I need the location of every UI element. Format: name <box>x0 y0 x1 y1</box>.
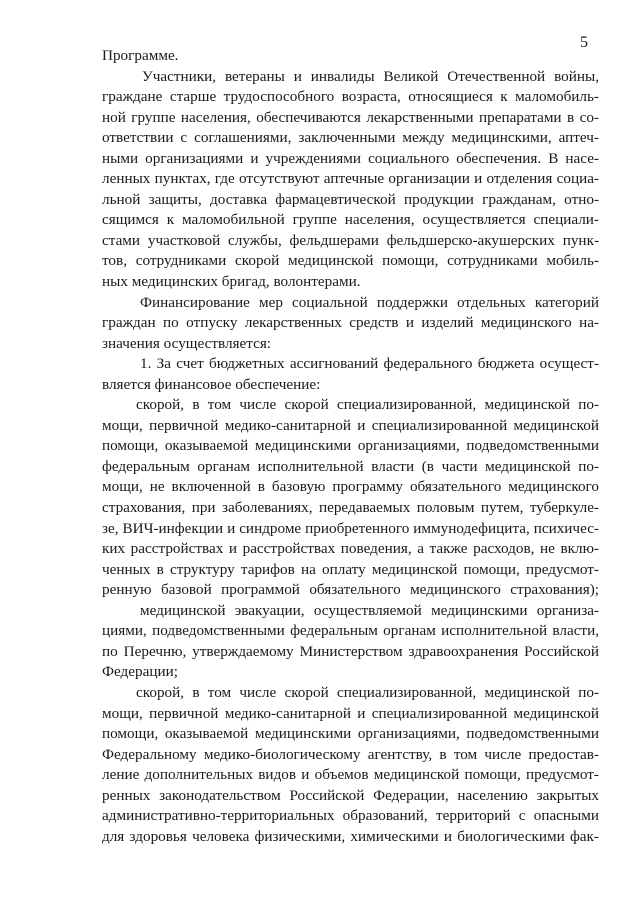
text-line: Участники, ветераны и инвалиды Великой Отечественной войны, <box>142 67 599 85</box>
text-line: по Перечню, утверждаемому Министерством здравоохранения Российской <box>102 642 599 660</box>
text-line: ной группе населения, обеспечиваются лекарственными препаратами в со- <box>102 108 599 126</box>
text-line: административно-территориальных образований, территорий с опасными <box>102 807 599 825</box>
text-line: ление дополнительных видов и объемов медицинской помощи, предусмот- <box>102 766 599 784</box>
text-line: мощи, первичной медико-санитарной и специализированной медицинской <box>102 704 599 722</box>
text-line: ных медицинских бригад, волонтерами. <box>102 273 361 291</box>
text-line: ленных пунктах, где отсутствуют аптечные организации и отделения социа- <box>102 170 599 188</box>
text-line: мощи, первичной медико-санитарной и специализированной медицинской <box>102 416 599 434</box>
text-line: 1. За счет бюджетных ассигнований федерального бюджета осущест- <box>140 355 599 373</box>
text-line: граждан по отпуску лекарственных средств и изделий медицинского на- <box>102 314 599 332</box>
text-line: для здоровья человека физическими, химическими и биологическими фак- <box>102 827 599 845</box>
text-line: стами участковой службы, фельдшерами фельдшерско-акушерских пунк- <box>102 231 599 249</box>
text-line: зе, ВИЧ-инфекции и синдроме приобретенного иммунодефицита, психичес- <box>102 519 599 537</box>
text-line: страхования, при заболеваниях, передаваемых половым путем, туберкуле- <box>102 499 599 517</box>
text-line: медицинской эвакуации, осуществляемой медицинскими организа- <box>140 601 599 619</box>
text-line: ответствии с соглашениями, заключенными между медицинскими, аптеч- <box>102 129 599 147</box>
text-line: скорой, в том числе скорой специализированной, медицинской по- <box>136 683 599 701</box>
text-line: помощи, оказываемой медицинскими организациями, подведомственными <box>102 725 599 743</box>
text-line: граждане старше трудоспособного возраста, относящиеся к маломобиль- <box>102 88 599 106</box>
text-line: мощи, не включенной в базовую программу обязательного медицинского <box>102 478 599 496</box>
text-line: Финансирование мер социальной поддержки отдельных категорий <box>140 293 599 311</box>
text-line: Федеральному медико-биологическому агентству, в том числе предостав- <box>102 745 599 763</box>
text-line: значения осуществляется: <box>102 334 272 352</box>
text-line: ными организациями и учреждениями социального обеспечения. В насе- <box>102 149 599 167</box>
text-line: тов, сотрудниками скорой медицинской помощи, сотрудниками мобиль- <box>102 252 599 270</box>
text-line: помощи, оказываемой медицинскими организациями, подведомственными <box>102 437 599 455</box>
text-line: федеральным органам исполнительной власти (в части медицинской по- <box>102 457 599 475</box>
text-line: ченных в структуру тарифов на оплату медицинской помощи, предусмот- <box>102 560 599 578</box>
text-line: льной защиты, доставка фармацевтической продукции гражданам, отно- <box>102 190 599 208</box>
text-line: циями, подведомственными федеральным органам исполнительной власти, <box>102 622 599 640</box>
text-line: скорой, в том числе скорой специализированной, медицинской по- <box>136 396 599 414</box>
text-line: ких расстройствах и расстройствах поведения, а также расходов, не вклю- <box>102 540 599 558</box>
body-text <box>102 46 599 847</box>
text-line: ренную базовой программой обязательного медицинского страхования); <box>102 581 599 599</box>
text-line: Федерации; <box>102 663 178 681</box>
text-line: сящимся к маломобильной группе населения, осуществляется специали- <box>102 211 599 229</box>
page-number: 5 <box>580 34 588 51</box>
text-line: вляется финансовое обеспечение: <box>102 375 321 393</box>
text-line: Программе. <box>102 47 179 64</box>
text-line: ренных законодательством Российской Федерации, населению закрытых <box>102 786 599 804</box>
